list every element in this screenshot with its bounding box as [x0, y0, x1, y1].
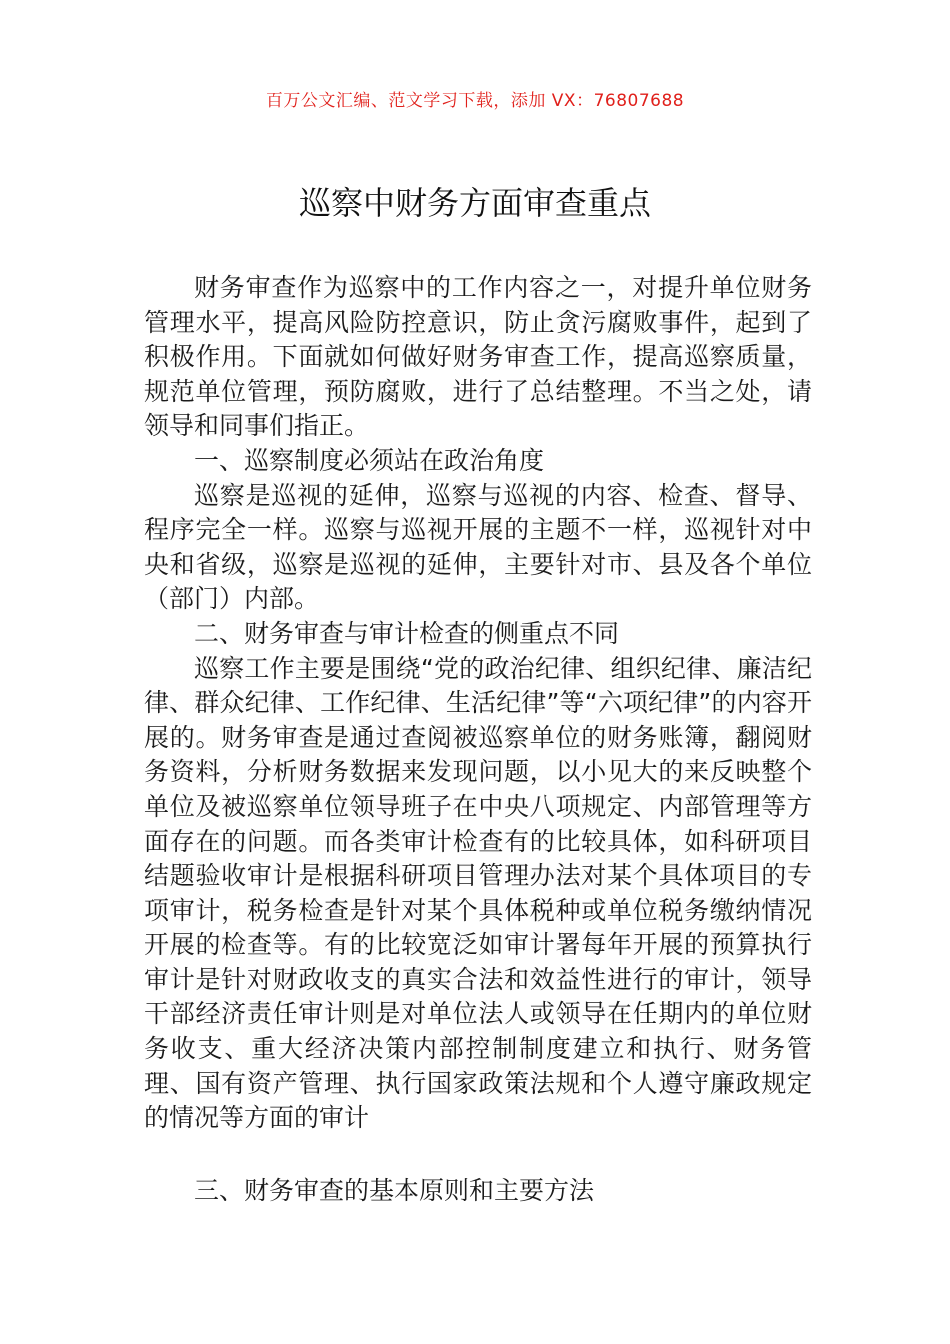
document-title: 巡察中财务方面审查重点: [298, 184, 651, 222]
header-note: 百万公文汇编、范文学习下载，添加 VX：76807688: [265, 91, 685, 111]
section-heading-1: 一、巡察制度必须站在政治角度: [194, 445, 545, 475]
section-heading-2: 二、财务审查与审计检查的侧重点不同: [194, 618, 620, 648]
section-heading-3: 三、财务审查的基本原则和主要方法: [194, 1176, 595, 1205]
section-paragraph-1: 巡察是巡视的延伸，巡察与巡视的内容、检查、督导、程序完全一样。巡察与巡视开展的主题不一样，巡视针对中央和省级，巡察是巡视的延伸，主要针对市、县及各个单位（部门）内部。: [144, 480, 812, 614]
intro-paragraph: 财务审查作为巡察中的工作内容之一，对提升单位财务管理水平，提高风险防控意识，防止贪污腐败事件，起到了积极作用。下面就如何做好财务审查工作，提高巡察质量，规范单位管理，预防腐败，进行了总结整理。不当之处，请领导和同事们指正。: [144, 273, 812, 441]
document-body: [144, 271, 812, 1136]
section-paragraph-2: 巡察工作主要是围绕“党的政治纪律、组织纪律、廉洁纪律、群众纪律、工作纪律、生活纪律”等“六项纪律”的内容开展的。财务审查是通过查阅被巡察单位的财务账簿，翻阅财务资料，分析财务数据来发现问题，以小见大的来反映整个单位及被巡察单位领导班子在中央八项规定、内部管理等方面存在的问题。而各类审计检查有的比较具体，如科研项目结题验收审计是根据科研项目管理办法对某个具体项目的专项审计，税务检查是针对某个具体税种或单位税务缴纳情况开展的检查等。有的比较宽泛如审计署每年开展的预算执行审计是针对财政收支的真实合法和效益性进行的审计，领导干部经济责任审计则是对单位法人或领导在任期内的单位财务收支、重大经济决策内部控制制度建立和执行、财务管理、国有资产管理、执行国家政策法规和个人遵守廉政规定的情况等方面的审计: [144, 653, 812, 1133]
